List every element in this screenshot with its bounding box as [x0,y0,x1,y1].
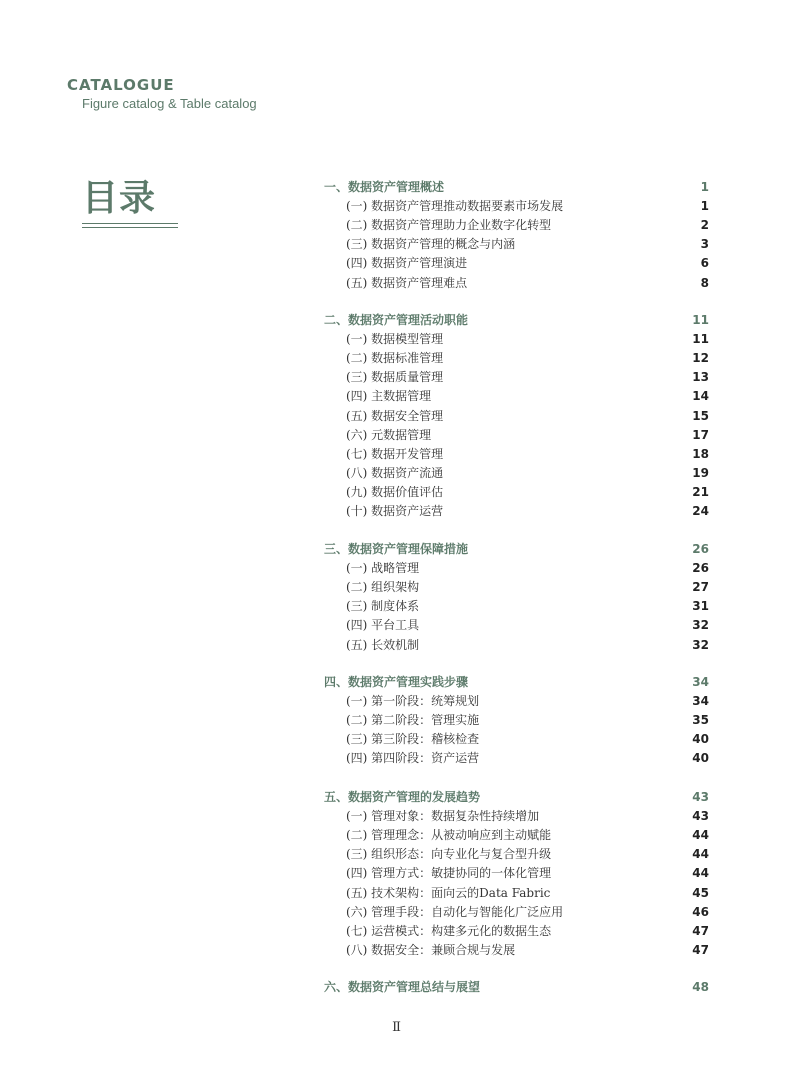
toc-section-page: 1 [700,180,709,194]
toc-item-title: (四) 平台工具 [346,618,420,633]
toc-item-page: 44 [692,828,709,843]
toc-item-page: 14 [692,389,709,404]
toc-item-page: 2 [700,218,709,233]
toc-item-page: 8 [700,275,709,290]
toc-item[interactable] [0,368,793,387]
toc-item[interactable] [0,616,793,635]
toc-item[interactable] [0,464,793,483]
toc-item[interactable] [0,426,793,445]
toc-item[interactable] [0,636,793,655]
toc-item[interactable] [0,826,793,845]
toc-item-title: (五) 技术架构：面向云的Data Fabric [346,885,551,900]
toc-item-title: (八) 数据安全：兼顾合规与发展 [346,942,516,957]
toc-item-title: (二) 第二阶段：管理实施 [346,713,480,728]
toc-item-title: (三) 制度体系 [346,599,420,614]
toc-item-page: 34 [692,694,709,709]
toc-item-title: (一) 数据模型管理 [346,332,444,347]
toc-item[interactable] [0,864,793,883]
toc-item-page: 3 [700,237,709,252]
toc-item-page: 27 [692,580,709,595]
toc-item-title: (二) 组织架构 [346,580,420,595]
toc-item[interactable] [0,349,793,368]
toc-section[interactable] [0,673,793,692]
toc-item[interactable] [0,749,793,768]
toc-item-page: 13 [692,370,709,385]
toc-item[interactable] [0,235,793,254]
toc-item[interactable] [0,578,793,597]
toc-item[interactable] [0,941,793,960]
toc-item-page: 11 [692,332,709,347]
toc-item-title: (三) 组织形态：向专业化与复合型升级 [346,847,552,862]
toc-item[interactable] [0,903,793,922]
toc-item-title: (一) 数据资产管理推动数据要素市场发展 [346,199,564,214]
toc-item-title: (六) 管理手段：自动化与智能化广泛应用 [346,904,564,919]
toc-item-title: (四) 管理方式：敏捷协同的一体化管理 [346,866,552,881]
toc-section[interactable] [0,540,793,559]
catalogue-title: CATALOGUE [67,76,175,94]
toc-item-page: 17 [692,427,709,442]
toc-item[interactable] [0,330,793,349]
toc-section[interactable] [0,788,793,807]
toc-item[interactable] [0,922,793,941]
toc-item-title: (四) 数据资产管理演进 [346,256,468,271]
toc-item[interactable] [0,274,793,293]
toc-section-page: 11 [692,313,709,327]
toc-item-page: 32 [692,618,709,633]
toc-section-title: 六、数据资产管理总结与展望 [324,980,481,994]
toc-item-title: (二) 管理理念：从被动响应到主动赋能 [346,828,552,843]
toc-item-page: 44 [692,866,709,881]
toc-item-page: 45 [692,885,709,900]
toc-item-page: 35 [692,713,709,728]
toc-item[interactable] [0,216,793,235]
toc-item[interactable] [0,407,793,426]
toc-item-title: (五) 数据安全管理 [346,408,444,423]
toc-item[interactable] [0,559,793,578]
toc-item[interactable] [0,711,793,730]
toc-item-page: 44 [692,847,709,862]
toc-item-page: 31 [692,599,709,614]
toc-item-title: (九) 数据价值评估 [346,484,444,499]
toc-item-title: (三) 数据资产管理的概念与内涵 [346,237,516,252]
catalogue-subtitle: Figure catalog & Table catalog [82,96,257,111]
toc-item[interactable] [0,845,793,864]
toc-section[interactable] [0,978,793,997]
toc-item-page: 40 [692,751,709,766]
toc-item-title: (一) 第一阶段：统筹规划 [346,694,480,709]
toc-item-page: 12 [692,351,709,366]
toc-item-title: (十) 数据资产运营 [346,504,444,518]
toc-item-page: 32 [692,637,709,652]
toc-item-page: 47 [692,923,709,938]
toc-item-title: (三) 第三阶段：稽核检查 [346,732,480,747]
toc-item-page: 19 [692,465,709,480]
toc-item-page: 6 [700,256,709,271]
toc-section-title: 二、数据资产管理活动职能 [324,313,469,327]
toc-section[interactable] [0,311,793,330]
toc-section[interactable] [0,178,793,197]
toc-section-page: 43 [692,790,709,804]
toc-section-page: 34 [692,675,709,689]
toc-item-page: 46 [692,904,709,919]
toc-item[interactable] [0,692,793,711]
toc-item-title: (二) 数据资产管理助力企业数字化转型 [346,218,552,233]
toc-item-page: 1 [700,199,709,214]
toc-item-page: 18 [692,446,709,461]
toc-item-title: (七) 运营模式：构建多元化的数据生态 [346,923,552,938]
toc-item-page: 21 [692,484,709,499]
toc-item-title: (五) 数据资产管理难点 [346,275,468,290]
toc-item-title: (五) 长效机制 [346,637,420,652]
toc-item-title: (一) 战略管理 [346,561,420,576]
toc-item-title: (一) 管理对象：数据复杂性持续增加 [346,809,540,824]
toc-item[interactable] [0,254,793,273]
toc-item[interactable] [0,807,793,826]
toc-item[interactable] [0,730,793,749]
toc-section-page: 26 [692,542,709,556]
page-number: Ⅱ [392,1020,401,1035]
toc-item-title: (二) 数据标准管理 [346,351,444,366]
toc-item-page: 26 [692,561,709,576]
toc-item-page: 43 [692,809,709,824]
toc-section-title: 三、数据资产管理保障措施 [324,542,469,556]
toc-item-title: (三) 数据质量管理 [346,370,444,385]
toc-section-title: 一、数据资产管理概述 [324,180,445,194]
toc-item-title: (七) 数据开发管理 [346,446,444,461]
toc-item-page: 47 [692,942,709,957]
toc-section-title: 五、数据资产管理的发展趋势 [324,790,481,804]
toc-item[interactable] [0,884,793,903]
toc-section-title: 四、数据资产管理实践步骤 [324,675,469,689]
toc-item-page: 24 [692,504,709,518]
toc-heading: 目录 [82,178,157,219]
toc-item-title: (八) 数据资产流通 [346,465,444,480]
toc-item[interactable] [0,502,793,521]
toc-item-page: 15 [692,408,709,423]
toc-item-title: (六) 元数据管理 [346,427,432,442]
toc-item-title: (四) 第四阶段：资产运营 [346,751,480,766]
toc-item[interactable] [0,197,793,216]
toc-item[interactable] [0,483,793,502]
toc-item[interactable] [0,445,793,464]
toc-item[interactable] [0,387,793,406]
toc-item[interactable] [0,597,793,616]
toc-item-page: 40 [692,732,709,747]
toc-item-title: (四) 主数据管理 [346,389,432,404]
toc-section-page: 48 [692,980,709,994]
